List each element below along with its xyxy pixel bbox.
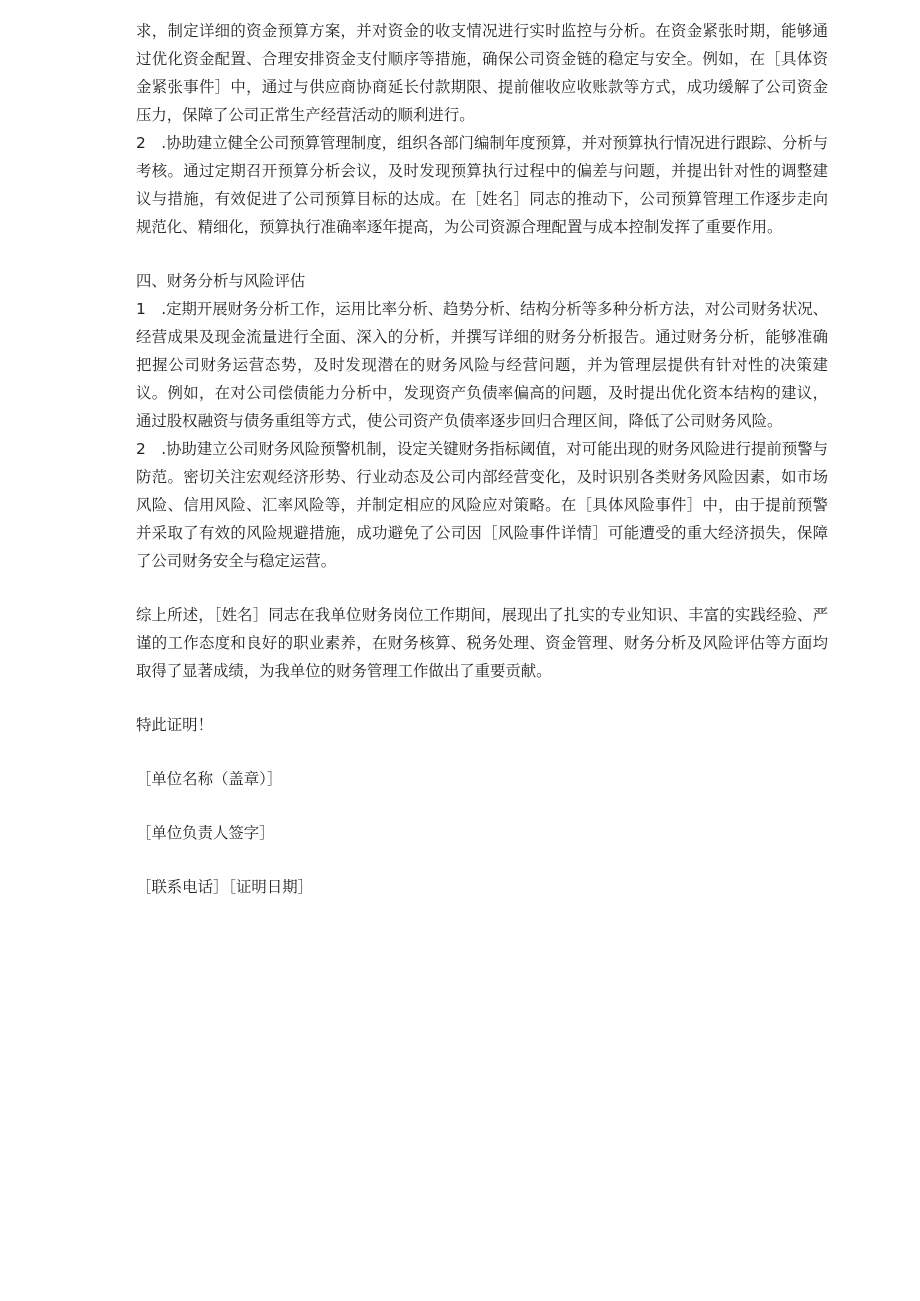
contact-and-date: ［联系电话］［证明日期］ xyxy=(136,878,313,896)
document-body xyxy=(136,17,828,901)
spacer xyxy=(136,793,828,819)
section-heading-financial-analysis: 四、财务分析与风险评估 xyxy=(136,272,306,290)
spacer xyxy=(136,241,828,267)
closing-statement: 特此证明！ xyxy=(136,716,213,734)
spacer xyxy=(136,847,828,873)
budget-paragraph-2: 2 .协助建立健全公司预算管理制度，组织各部门编制年度预算，并对预算执行情况进行跟踪、分析与考核。通过定期召开预算分析会议，及时发现预算执行过程中的偏差与问题，并提出针对性的调整建议与措施，有效促进了公司预算目标的达成。在［姓名］同志的推动下，公司预算管理工作逐步走向规范化、精细化，预算执行准确率逐年提高，为公司资源合理配置与成本控制发挥了重要作用。 xyxy=(136,134,828,236)
spacer xyxy=(136,685,828,711)
spacer xyxy=(136,575,828,601)
unit-name-seal: ［单位名称（盖章）］ xyxy=(136,770,283,788)
budget-paragraph-continued: 求，制定详细的资金预算方案，并对资金的收支情况进行实时监控与分析。在资金紧张时期，能够通过优化资金配置、合理安排资金支付顺序等措施，确保公司资金链的稳定与安全。例如，在［具体资金紧张事件］中，通过与供应商协商延长付款期限、提前催收应收账款等方式，成功缓解了公司资金压力，保障了公司正常生产经营活动的顺利进行。 xyxy=(136,22,828,124)
responsible-person-signature: ［单位负责人签字］ xyxy=(136,824,275,842)
analysis-paragraph-1: 1 .定期开展财务分析工作，运用比率分析、趋势分析、结构分析等多种分析方法，对公司财务状况、经营成果及现金流量进行全面、深入的分析，并撰写详细的财务分析报告。通过财务分析，能够准确把握公司财务运营态势，及时发现潜在的财务风险与经营问题，并为管理层提供有针对性的决策建议。例如，在对公司偿债能力分析中，发现资产负债率偏高的问题，及时提出优化资本结构的建议，通过股权融资与债务重组等方式，使公司资产负债率逐步回归合理区间，降低了公司财务风险。 xyxy=(136,300,828,430)
spacer xyxy=(136,739,828,765)
summary-paragraph: 综上所述，［姓名］同志在我单位财务岗位工作期间，展现出了扎实的专业知识、丰富的实践经验、严谨的工作态度和良好的职业素养，在财务核算、税务处理、资金管理、财务分析及风险评估等方面均取得了显著成绩，为我单位的财务管理工作做出了重要贡献。 xyxy=(136,606,828,680)
analysis-paragraph-2: 2 .协助建立公司财务风险预警机制，设定关键财务指标阈值，对可能出现的财务风险进行提前预警与防范。密切关注宏观经济形势、行业动态及公司内部经营变化，及时识别各类财务风险因素，如市场风险、信用风险、汇率风险等，并制定相应的风险应对策略。在［具体风险事件］中，由于提前预警并采取了有效的风险规避措施，成功避免了公司因［风险事件详情］可能遭受的重大经济损失，保障了公司财务安全与稳定运营。 xyxy=(136,440,828,570)
